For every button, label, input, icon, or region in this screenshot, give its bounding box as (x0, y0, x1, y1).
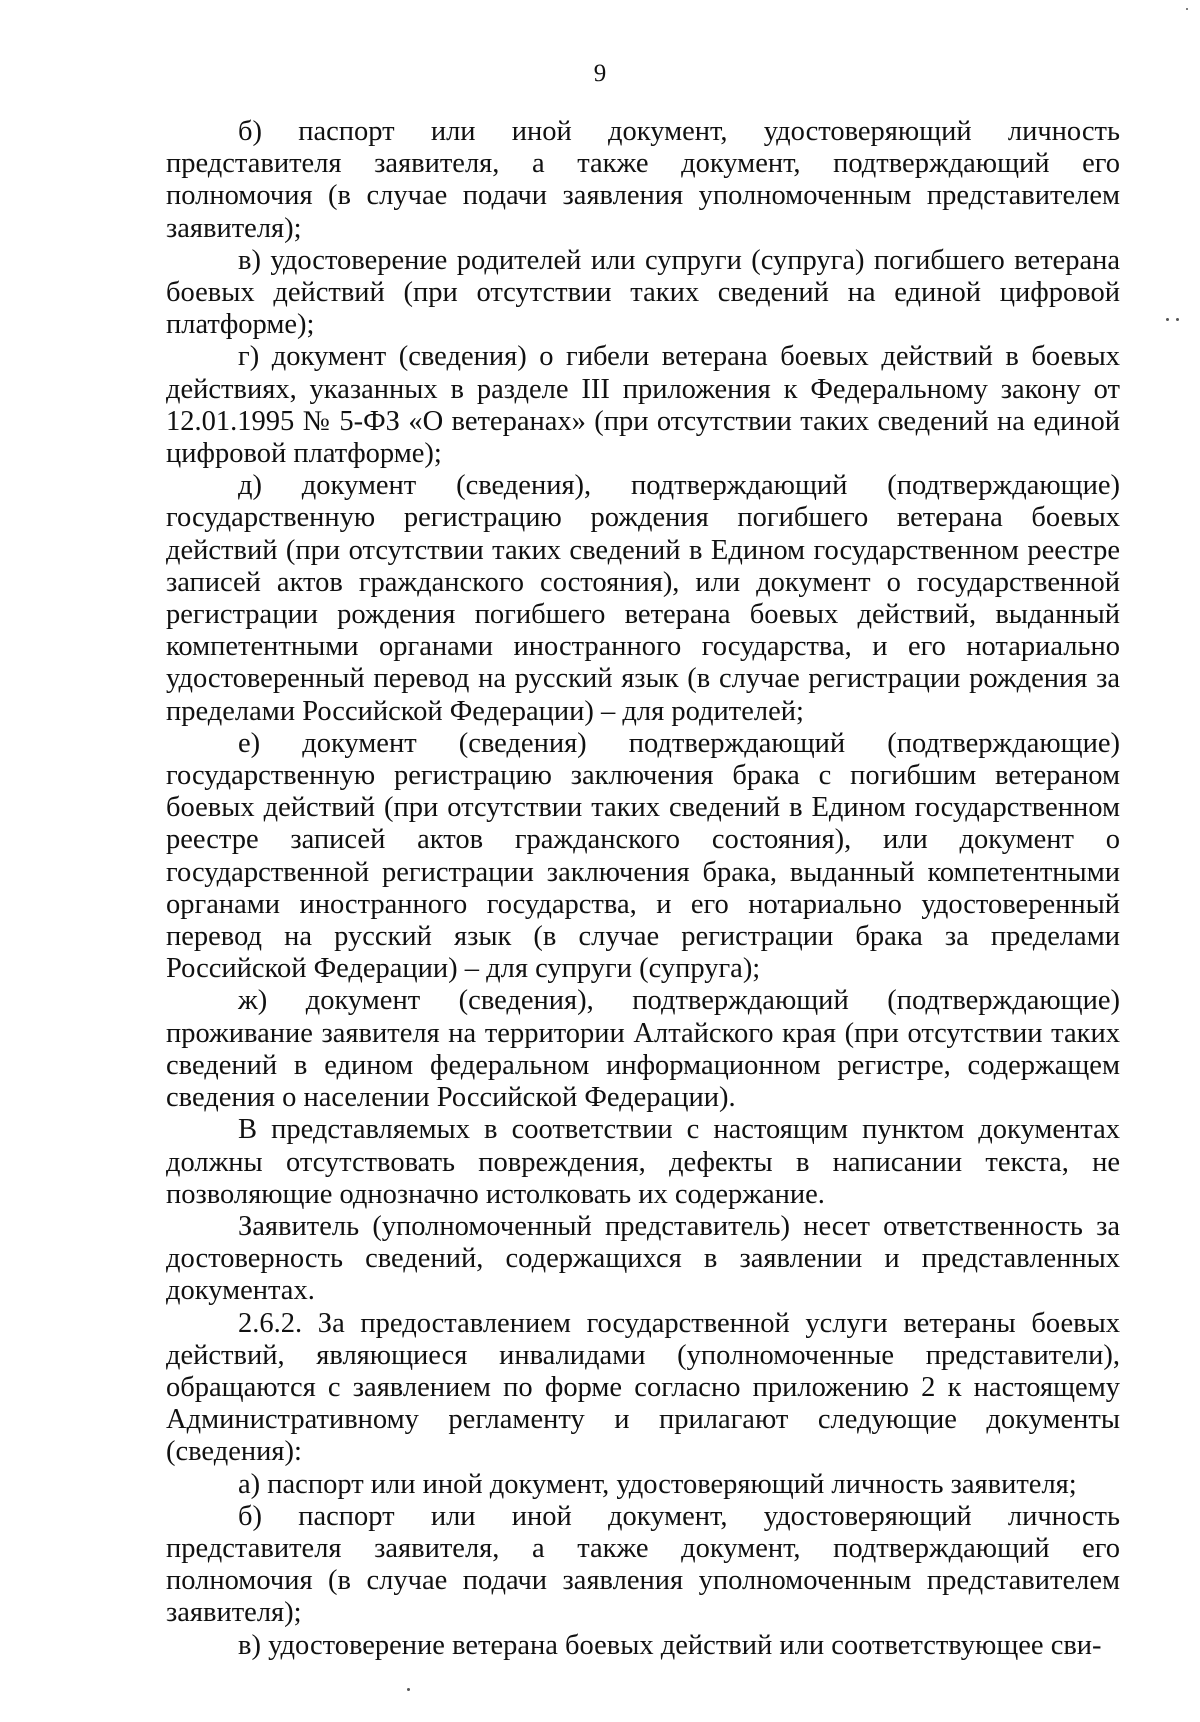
scan-speck (1186, 8, 1188, 10)
page-number: 9 (593, 60, 607, 87)
paragraph-document-defects: В представляемых в соответствии с настоящим пунктом документах должны отсутствовать повреждения, дефекты в написании текста, не позволяющие однозначно истолковать их содержание. (166, 1114, 1120, 1210)
paragraph-zh-residence-document: ж) документ (сведения), подтверждающий (подтверждающие) проживание заявителя на территории Алтайского края (при отсутствии таких сведений в едином федеральном информационном регистре, содержащем сведения о населении Российской Федерации). (166, 985, 1120, 1114)
paragraph-applicant-responsibility: Заявитель (уполномоченный представитель) несет ответственность за достоверность сведений, содержащихся в заявлении и представленных документах. (166, 1210, 1120, 1307)
paragraph-b-representative-passport: б) паспорт или иной документ, удостоверяющий личность представителя заявителя, а также документ, подтверждающий его полномочия (в случае подачи заявления уполномоченным представителем заявителя); (166, 116, 1120, 244)
paragraph-v-veteran-certificate: в) удостоверение ветерана боевых действий или соответствующее сви- (238, 1629, 1102, 1661)
paragraph-e-marriage-registration: е) документ (сведения) подтверждающий (подтверждающие) государственную регистрацию заключения брака с погибшим ветераном боевых действий (при отсутствии таких сведений в Едином государственном реестре записей актов гражданского состояния), или документ о государственной регистрации заключения брака, выданный компетентными органами иностранного государства, и его нотариально удостоверенный перевод на русский язык (в случае регистрации брака за пределами Российской Федерации) – для супруги (супруга); (166, 727, 1120, 985)
paragraph-d-birth-registration: д) документ (сведения), подтверждающий (подтверждающие) государственную регистрацию рождения погибшего ветерана боевых действий (при отсутствии таких сведений в Едином государственном реестре записей актов гражданского состояния), или документ о государственной регистрации рождения погибшего ветерана боевых действий, выданный компетентными органами иностранного государства, и его нотариально удостоверенный перевод на русский язык (в случае регистрации рождения за пределами Российской Федерации) – для родителей; (166, 470, 1120, 727)
scan-speck (1166, 318, 1169, 321)
paragraph-g-death-document: г) документ (сведения) о гибели ветерана боевых действий в боевых действиях, указанных в разделе III приложения к Федеральному закону от 12.01.1995 № 5-ФЗ «О ветеранах» (при отсутствии таких сведений на единой цифровой платформе); (166, 341, 1120, 470)
paragraph-2-6-2-disabled-veterans: 2.6.2. За предоставлением государственной услуги ветераны боевых действий, являющиеся инвалидами (уполномоченные представители), обращаются с заявлением по форме согласно приложению 2 к настоящему Административному регламенту и прилагают следующие документы (сведения): (166, 1307, 1120, 1468)
document-body (166, 116, 1120, 1662)
paragraph-v-parents-certificate: в) удостоверение родителей или супруги (супруга) погибшего ветерана боевых действий (при отсутствии таких сведений на единой цифровой платформе); (166, 244, 1120, 341)
paragraph-b-representative-passport-2: б) паспорт или иной документ, удостоверяющий личность представителя заявителя, а также документ, подтверждающий его полномочия (в случае подачи заявления уполномоченным представителем заявителя); (166, 1500, 1120, 1629)
scan-speck (407, 1688, 410, 1691)
paragraph-a-applicant-passport: а) паспорт или иной документ, удостоверяющий личность заявителя; (238, 1468, 1077, 1500)
scan-speck (1176, 318, 1179, 321)
